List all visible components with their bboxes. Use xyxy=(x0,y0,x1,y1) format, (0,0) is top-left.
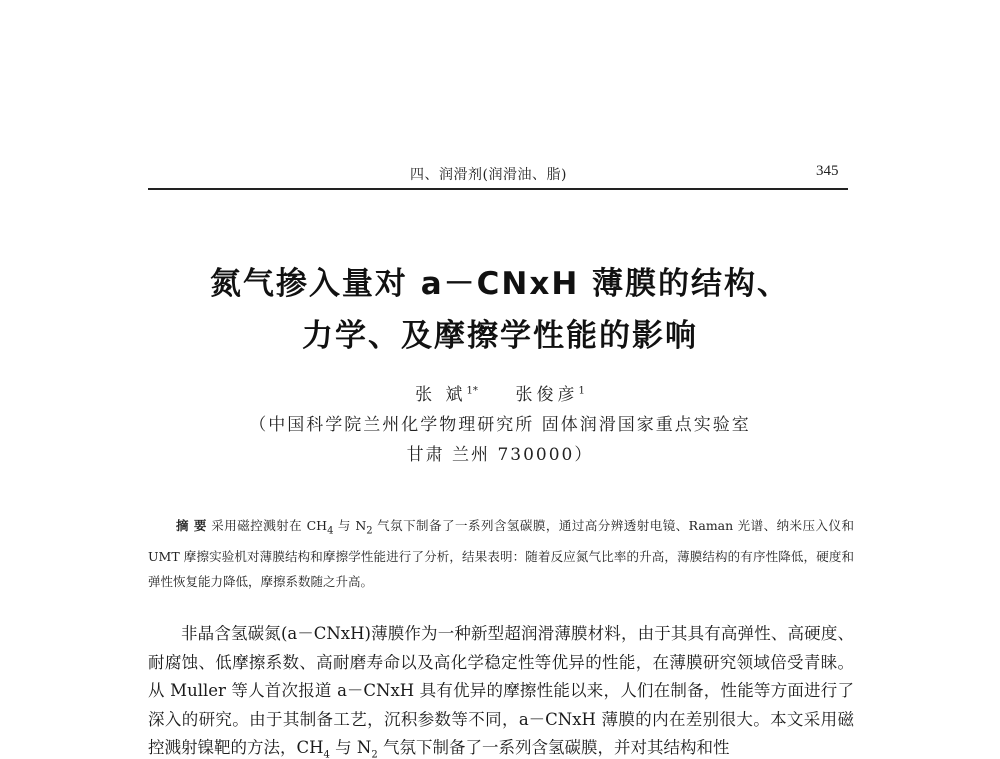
body-text: 气氛下制备了一系列含氢碳膜，并对其结构和性 xyxy=(377,738,730,757)
subscript: 4 xyxy=(323,749,330,759)
subscript: 4 xyxy=(327,525,334,537)
abstract-paragraph xyxy=(148,513,854,594)
subscript: 2 xyxy=(366,525,373,537)
paper-title-line-2: 力学、及摩擦学性能的影响 xyxy=(302,318,698,354)
page-number: 345 xyxy=(816,163,839,179)
body-text: 与 N xyxy=(329,738,372,757)
subscript: 2 xyxy=(371,749,378,759)
author-name: 张 斌 xyxy=(415,385,467,405)
affiliation-line-1: （中国科学院兰州化学物理研究所 固体润滑国家重点实验室 xyxy=(249,415,751,435)
author-affiliation-mark: 1 xyxy=(578,385,585,397)
affiliation-line-2: 甘肃 兰州 730000） xyxy=(406,445,594,465)
abstract-text: 与 N xyxy=(333,518,367,533)
header-divider xyxy=(148,188,848,190)
abstract-text: 气氛下制备了一系列含氢碳膜，通过高分辨透射电镜、Raman 光谱、纳米压入仪和 UMT 摩擦实验机对薄膜结构和摩擦学性能进行了分析，结果表明：随着反应氮气比率的升高，薄膜结构的有序性降低，硬度和弹性恢复能力降低，摩擦系数随之升高。 xyxy=(148,518,854,589)
body-paragraph xyxy=(148,620,854,759)
body-text: 非晶含氢碳氮(a－CNxH)薄膜作为一种新型超润滑薄膜材料，由于其具有高弹性、高硬度、耐腐蚀、低摩擦系数、高耐磨寿命以及高化学稳定性等优异的性能，在薄膜研究领域倍受青睐。从 Muller 等人首次报道 a－CNxH 具有优异的摩擦性能以来，人们在制备，性能等方面进行了深入的研究。由于其制备工艺，沉积参数等不同，a－CNxH 薄膜的内在差别很大。本文采用磁控溅射镍靶的方法，CH xyxy=(148,624,854,757)
paper-title-line-1: 氮气掺入量对 a－CNxH 薄膜的结构、 xyxy=(209,266,791,302)
running-header-section: 四、润滑剂(润滑油、脂) xyxy=(410,167,567,183)
author-affiliation-mark: 1* xyxy=(466,385,478,397)
author-name: 张俊彦 xyxy=(515,385,579,405)
abstract-label: 摘 要 xyxy=(176,518,207,533)
abstract-text: 采用磁控溅射在 CH xyxy=(211,518,328,533)
author-list xyxy=(0,380,1000,405)
